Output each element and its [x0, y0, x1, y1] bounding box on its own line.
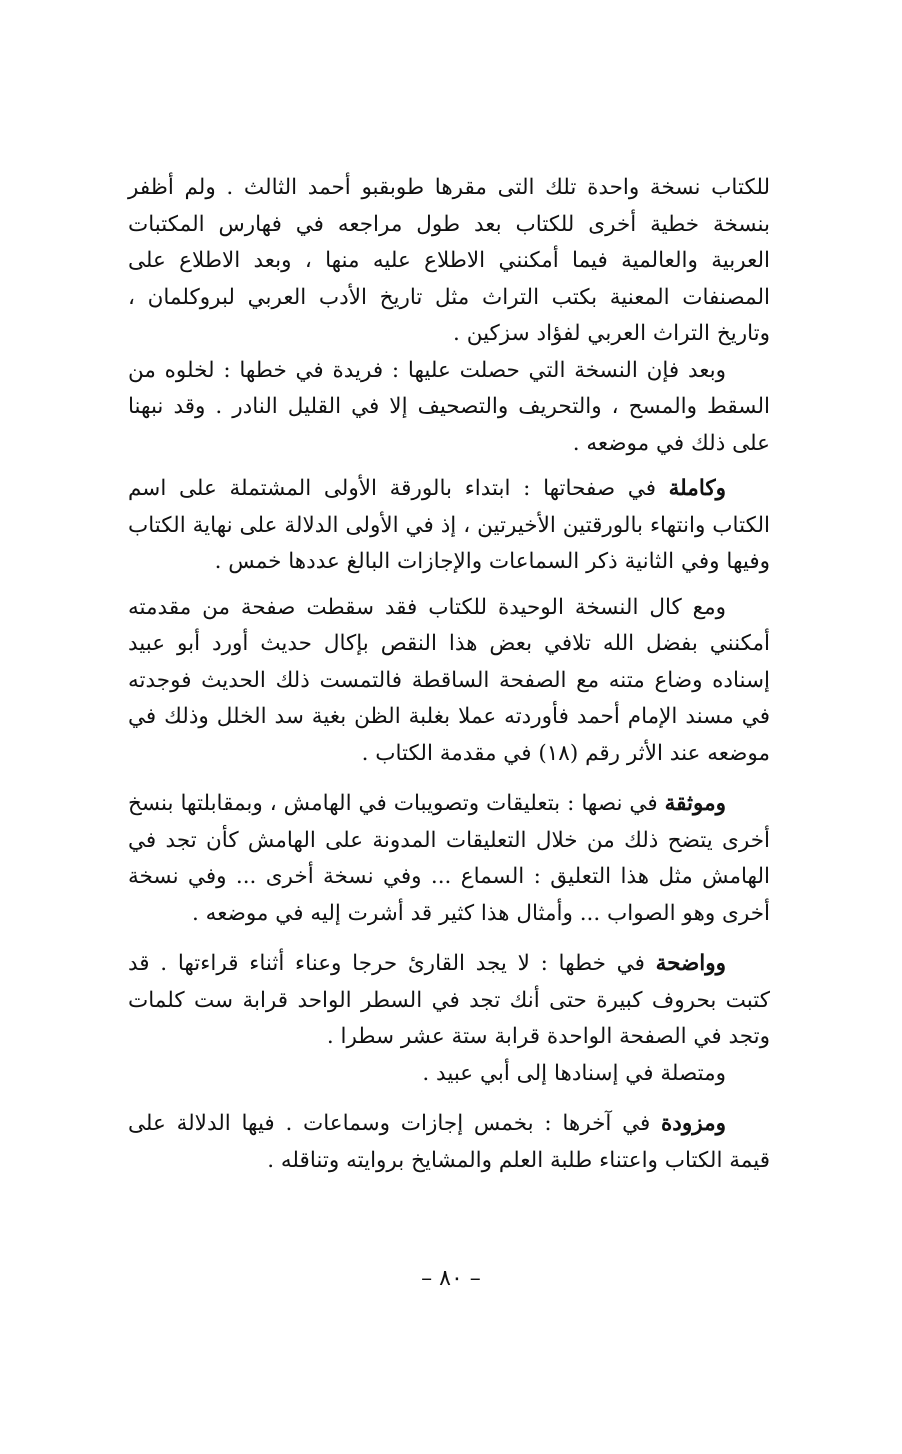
- paragraph-missing-page: [128, 590, 770, 773]
- paragraph-text: ومع كال النسخة الوحيدة للكتاب فقد سقطت صفحة من مقدمته أمكنني بفضل الله تلافي بعض هذا النقص بإكال حديث أورد أبو عبيد إسناده وضاع متنه مع الصفحة الساقطة فالتمست ذلك الحديث فوجدته في مسند الإمام أحمد فأوردته عملا بغلبة الظن بغية سد الخلل وذلك في موضعه عند الأثر رقم (١٨) في مقدمة الكتاب .: [128, 594, 770, 766]
- paragraph-lead: وموثقة: [664, 791, 726, 816]
- paragraph-text: ومتصلة في إسنادها إلى أبي عبيد .: [422, 1060, 726, 1086]
- paragraph-unique-script: [128, 353, 770, 463]
- paragraph-licenses: [128, 1106, 770, 1179]
- paragraph-text: في نصها : بتعليقات وتصويبات في الهامش ، وبمقابلتها بنسخ أخرى يتضح ذلك من خلال التعليقات المدونة على الهامش كأن تجد في الهامش مثل هذا التعليق : السماع ... وفي نسخة أخرى ... وفي نسخة أخرى وهو الصواب ... وأمثال هذا كثير قد أشرت إليه في موضعه .: [128, 791, 770, 926]
- paragraph-text: في آخرها : بخمس إجازات وسماعات . فيها الدلالة على قيمة الكتاب واعتناء طلبة العلم والمشايخ بروايته وتناقله .: [128, 1111, 770, 1173]
- paragraph-text: في خطها : لا يجد القارئ حرجا وعناء أثناء قراءتها . قد كتبت بحروف كبيرة حتى أنك تجد في السطر الواحد قرابة ست كلمات وتجد في الصفحة الواحدة قرابة ستة عشر سطرا .: [128, 951, 770, 1049]
- paragraph-lead: وكاملة: [668, 476, 726, 501]
- paragraph-lead: ومزودة: [661, 1111, 726, 1136]
- paragraph-manuscript-uniqueness: [128, 170, 770, 353]
- page-body: [128, 170, 770, 1179]
- paragraph-text: وبعد فإن النسخة التي حصلت عليها : فريدة في خطها : لخلوه من السقط والمسح ، والتحريف والتصحيف إلا في القليل النادر . وقد نبهنا على ذلك في موضعه .: [128, 357, 770, 456]
- paragraph-documented: [128, 786, 770, 932]
- paragraph-text: في صفحاتها : ابتداء بالورقة الأولى المشتملة على اسم الكتاب وانتهاء بالورقتين الأخيرتين ، إذ في الأولى الدلالة على نهاية الكتاب وفيها وفي الثانية ذكر السماعات والإجازات البالغ عددها خمس .: [128, 476, 770, 574]
- page-number: – ٨٠ –: [421, 1266, 481, 1291]
- paragraph-lead: وواضحة: [655, 951, 726, 976]
- paragraph-connected-chain: [128, 1056, 770, 1093]
- paragraph-clear-script: [128, 946, 770, 1056]
- paragraph-complete: [128, 471, 770, 581]
- paragraph-text: للكتاب نسخة واحدة تلك التى مقرها طوبقبو أحمد الثالث . ولم أظفر بنسخة خطية أخرى للكتاب بعد طول مراجعه في فهارس المكتبات العربية والعالمية فيما أمكنني الاطلاع عليه منها ، وبعد الاطلاع على المصنفات المعنية بكتب التراث مثل تاريخ الأدب العربي لبروكلمان ، وتاريخ التراث العربي لفؤاد سزكين .: [128, 175, 770, 346]
